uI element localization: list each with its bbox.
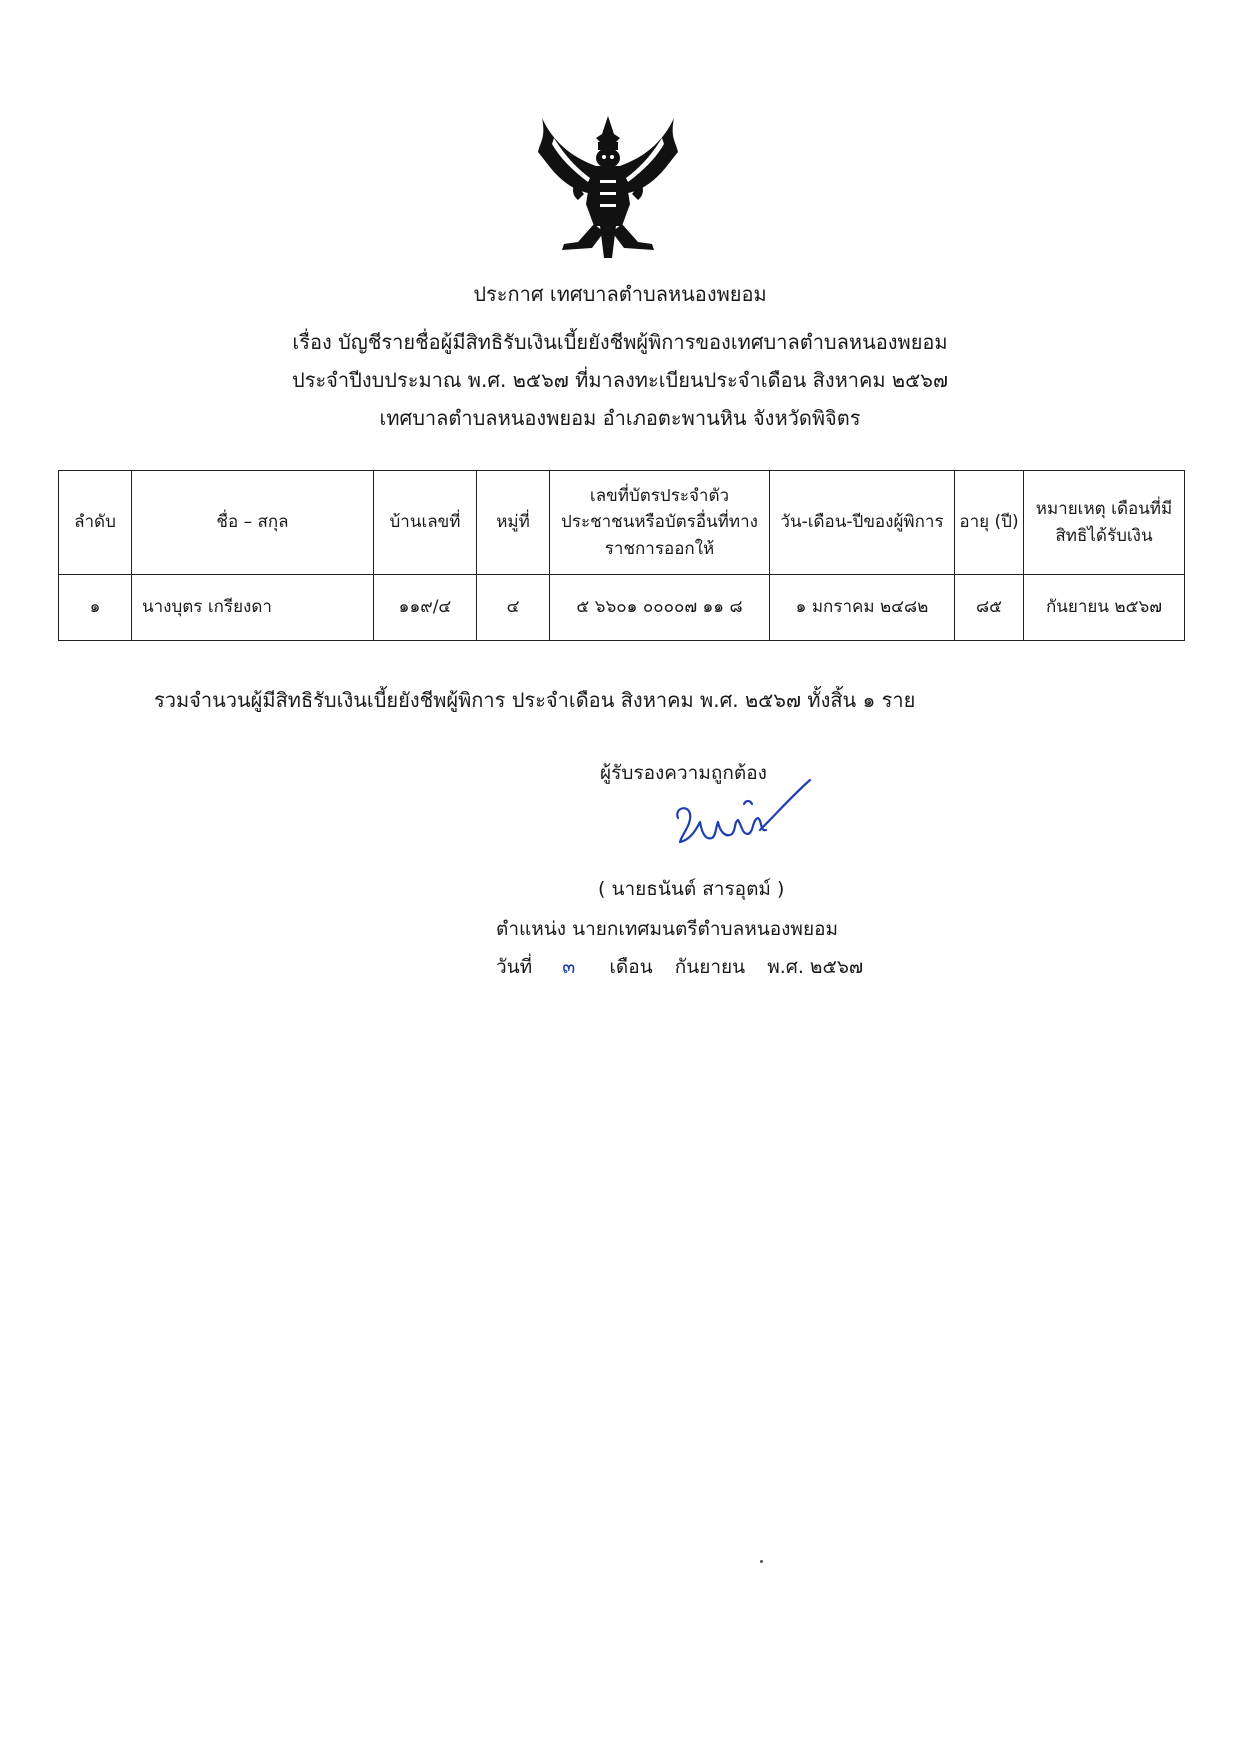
location-line: เทศบาลตำบลหนองพยอม อำเภอตะพานหิน จังหวัดพิจิตร: [379, 406, 861, 430]
garuda-emblem-icon: [534, 108, 682, 260]
date-month-label: เดือน: [609, 956, 653, 978]
date-day: ๓: [562, 956, 576, 978]
date-prefix: วันที่: [496, 956, 533, 978]
header-village: หมู่ที่: [477, 471, 550, 575]
scan-speck: [760, 1560, 763, 1563]
certify-label: ผู้รับรองความถูกต้อง: [600, 762, 767, 784]
header-remark: หมายเหตุ เดือนที่มีสิทธิได้รับเงิน: [1024, 471, 1185, 575]
cell-remark: กันยายน ๒๕๖๗: [1024, 575, 1185, 641]
table-row: [59, 575, 1185, 641]
cell-house-no: ๑๑๙/๔: [374, 575, 477, 641]
announcement-title: ประกาศ เทศบาลตำบลหนองพยอม: [473, 282, 767, 306]
summary-total: รวมจำนวนผู้มีสิทธิรับเงินเบี้ยยังชีพผู้พิการ ประจำเดือน สิงหาคม พ.ศ. ๒๕๖๗ ทั้งสิ้น ๑ ราย: [154, 688, 916, 712]
signer-position: ตำแหน่ง นายกเทศมนตรีตำบลหนองพยอม: [496, 918, 839, 940]
cell-age: ๘๕: [955, 575, 1024, 641]
cell-village: ๔: [477, 575, 550, 641]
signing-date: [496, 952, 863, 982]
header-age: อายุ (ปี): [955, 471, 1024, 575]
header-id-card: เลขที่บัตรประจำตัวประชาชนหรือบัตรอื่นที่ทางราชการออกให้: [550, 471, 770, 575]
header-name: ชื่อ – สกุล: [132, 471, 374, 575]
header-house-no: บ้านเลขที่: [374, 471, 477, 575]
header-no: ลำดับ: [59, 471, 132, 575]
cell-name: นางบุตร เกรียงดา: [132, 575, 374, 641]
fiscal-year-line: ประจำปีงบประมาณ พ.ศ. ๒๕๖๗ ที่มาลงทะเบียนประจำเดือน สิงหาคม ๒๕๖๗: [292, 368, 948, 392]
signature-icon: [660, 778, 820, 856]
table-header-row: [59, 471, 1185, 575]
cell-no: ๑: [59, 575, 132, 641]
beneficiary-table: [58, 470, 1185, 641]
cell-id-card: ๕ ๖๖๐๑ ๐๐๐๐๗ ๑๑ ๘: [550, 575, 770, 641]
date-month: กันยายน: [674, 956, 746, 978]
date-year: พ.ศ. ๒๕๖๗: [767, 956, 864, 978]
cell-birthdate: ๑ มกราคม ๒๔๘๒: [770, 575, 955, 641]
announcement-subject: เรื่อง บัญชีรายชื่อผู้มีสิทธิรับเงินเบี้ยยังชีพผู้พิการของเทศบาลตำบลหนองพยอม: [292, 330, 948, 354]
header-birthdate: วัน-เดือน-ปีของผู้พิการ: [770, 471, 955, 575]
signer-name: ( นายธนันต์ สารอุตม์ ): [598, 878, 785, 900]
